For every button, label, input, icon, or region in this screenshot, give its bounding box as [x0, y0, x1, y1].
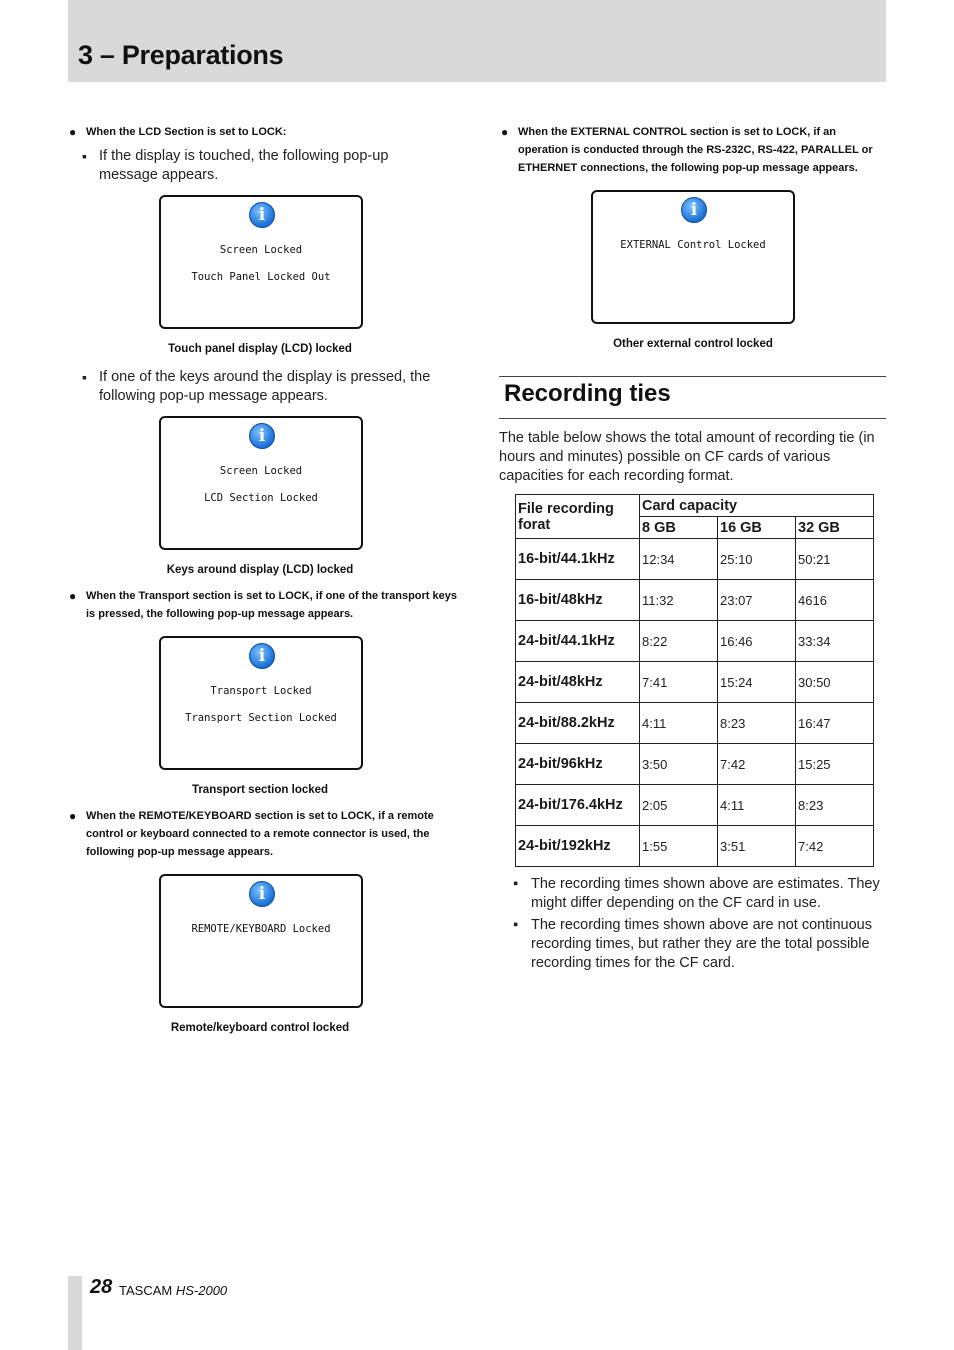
lcd-line-2: Touch Panel Locked Out: [191, 271, 331, 283]
bullet-text-content: If the display is touched, the following pop-up message appears.: [99, 148, 389, 183]
table-row: [516, 744, 874, 785]
chapter-header-band: [68, 0, 886, 82]
lcd-popup-lcd-section: [159, 416, 363, 550]
format-cell: 16-bit/48kHz: [516, 580, 640, 621]
table-header-row: [516, 495, 874, 517]
section-rule-bottom: [499, 418, 886, 419]
product-name: [119, 1283, 227, 1298]
lcd-line-2: Transport Section Locked: [185, 712, 337, 724]
format-cell: 24-bit/44.1kHz: [516, 621, 640, 662]
time-cell: 23:07: [718, 580, 796, 621]
time-cell: 2:05: [640, 785, 718, 826]
bullet-heading-text: When the LCD Section is set to LOCK:: [86, 126, 287, 138]
bullet-text-content: If one of the keys around the display is pressed, the following pop-up message appears.: [99, 369, 431, 404]
format-cell: 24-bit/96kHz: [516, 744, 640, 785]
info-icon: i: [681, 197, 707, 223]
bullet-heading-external: [501, 123, 888, 177]
figure-caption: Remote/keyboard control locked: [170, 1022, 350, 1034]
figure-caption: Touch panel display (LCD) locked: [168, 343, 352, 355]
round-bullet-icon: ●: [69, 809, 77, 823]
time-cell: 7:42: [718, 744, 796, 785]
time-cell: 8:23: [796, 785, 874, 826]
info-icon: i: [249, 643, 275, 669]
brand-name: TASCAM: [119, 1283, 173, 1298]
bullet-text-touch: [82, 147, 449, 185]
lcd-line-1: Screen Locked: [219, 244, 303, 256]
time-cell: 25:10: [718, 539, 796, 580]
time-cell: 4:11: [640, 703, 718, 744]
square-bullet-icon: ▪: [513, 876, 519, 892]
bullet-heading-text: When the Transport section is set to LOCK, if one of the transport keys is pressed, the following pop-up message appears.: [86, 590, 457, 620]
note-estimates: [513, 875, 891, 913]
bullet-text-keys: [82, 368, 449, 406]
time-cell: 16:46: [718, 621, 796, 662]
bullet-heading-text: When the EXTERNAL CONTROL section is set to LOCK, if an operation is conducted through the RS-232C, RS-422, PARALLEL or ETHERNET connections, the following pop-up message appears.: [518, 126, 873, 174]
intro-paragraph: The table below shows the total amount of recording tie (in hours and minutes) possible on CF cards of various capacities for each recording format.: [499, 430, 875, 484]
time-cell: 15:25: [796, 744, 874, 785]
lcd-popup-external-control: [591, 190, 795, 324]
info-icon: i: [249, 881, 275, 907]
section-title: Recording ties: [504, 380, 671, 407]
model-name: HS-2000: [175, 1283, 228, 1298]
time-cell: 4:11: [718, 785, 796, 826]
table-row: [516, 580, 874, 621]
round-bullet-icon: ●: [69, 125, 77, 139]
footer-bar: [68, 1276, 82, 1350]
figure-caption: Keys around display (LCD) locked: [166, 564, 354, 576]
table-row: [516, 785, 874, 826]
capacity-header-8gb: 8 GB: [640, 517, 718, 539]
time-cell: 8:23: [718, 703, 796, 744]
page-number: 28: [90, 1276, 113, 1298]
format-column-header-text: File recording forat: [518, 500, 614, 533]
table-row: [516, 662, 874, 703]
time-cell: 15:24: [718, 662, 796, 703]
format-cell: 24-bit/192kHz: [516, 826, 640, 867]
info-icon: i: [249, 423, 275, 449]
lcd-line-1: Screen Locked: [219, 465, 303, 477]
lcd-line-1: REMOTE/KEYBOARD Locked: [191, 923, 331, 935]
square-bullet-icon: ▪: [513, 917, 519, 933]
square-bullet-icon: ▪: [82, 369, 87, 385]
table-row: [516, 703, 874, 744]
time-cell: 7:41: [640, 662, 718, 703]
lcd-popup-remote-keyboard: [159, 874, 363, 1008]
lcd-popup-touch-panel: [159, 195, 363, 329]
time-cell: 12:34: [640, 539, 718, 580]
time-cell: 16:47: [796, 703, 874, 744]
figure-caption: Other external control locked: [613, 338, 773, 350]
time-cell: 33:34: [796, 621, 874, 662]
bullet-heading-text: When the REMOTE/KEYBOARD section is set to LOCK, if a remote control or keyboard connected to a remote connector is used, the following pop-up message appears.: [86, 810, 434, 858]
section-rule-top: [499, 376, 886, 377]
lcd-line-1: Transport Locked: [210, 685, 312, 697]
chapter-title: 3 – Preparations: [78, 40, 284, 70]
format-cell: 24-bit/88.2kHz: [516, 703, 640, 744]
table-row: [516, 539, 874, 580]
time-cell: 4616: [796, 580, 874, 621]
time-cell: 3:51: [718, 826, 796, 867]
table-row: [516, 826, 874, 867]
format-cell: 16-bit/44.1kHz: [516, 539, 640, 580]
info-icon: i: [249, 202, 275, 228]
lcd-popup-transport: [159, 636, 363, 770]
note-text: The recording times shown above are not continuous recording times, but rather they are the total possible recording times for the CF card.: [531, 917, 872, 971]
note-total-times: [513, 916, 891, 973]
time-cell: 1:55: [640, 826, 718, 867]
bullet-heading-remote: [69, 807, 458, 861]
lcd-line-2: LCD Section Locked: [204, 492, 318, 504]
format-column-header: [516, 495, 640, 539]
bullet-heading-lcd-lock: [69, 123, 466, 141]
time-cell: 8:22: [640, 621, 718, 662]
format-cell: 24-bit/48kHz: [516, 662, 640, 703]
bullet-heading-transport: [69, 587, 458, 623]
round-bullet-icon: ●: [69, 589, 77, 603]
time-cell: 7:42: [796, 826, 874, 867]
format-cell: 24-bit/176.4kHz: [516, 785, 640, 826]
round-bullet-icon: ●: [501, 125, 509, 139]
note-text: The recording times shown above are estimates. They might differ depending on the CF card in use.: [531, 876, 880, 911]
capacity-header-32gb: 32 GB: [796, 517, 874, 539]
figure-caption: Transport section locked: [191, 784, 329, 796]
time-cell: 50:21: [796, 539, 874, 580]
recording-times-table: [515, 494, 874, 867]
time-cell: 11:32: [640, 580, 718, 621]
square-bullet-icon: ▪: [82, 148, 87, 164]
lcd-line-1: EXTERNAL Control Locked: [620, 239, 766, 251]
capacity-group-header: Card capacity: [640, 495, 874, 517]
time-cell: 3:50: [640, 744, 718, 785]
time-cell: 30:50: [796, 662, 874, 703]
table-row: [516, 621, 874, 662]
capacity-header-16gb: 16 GB: [718, 517, 796, 539]
